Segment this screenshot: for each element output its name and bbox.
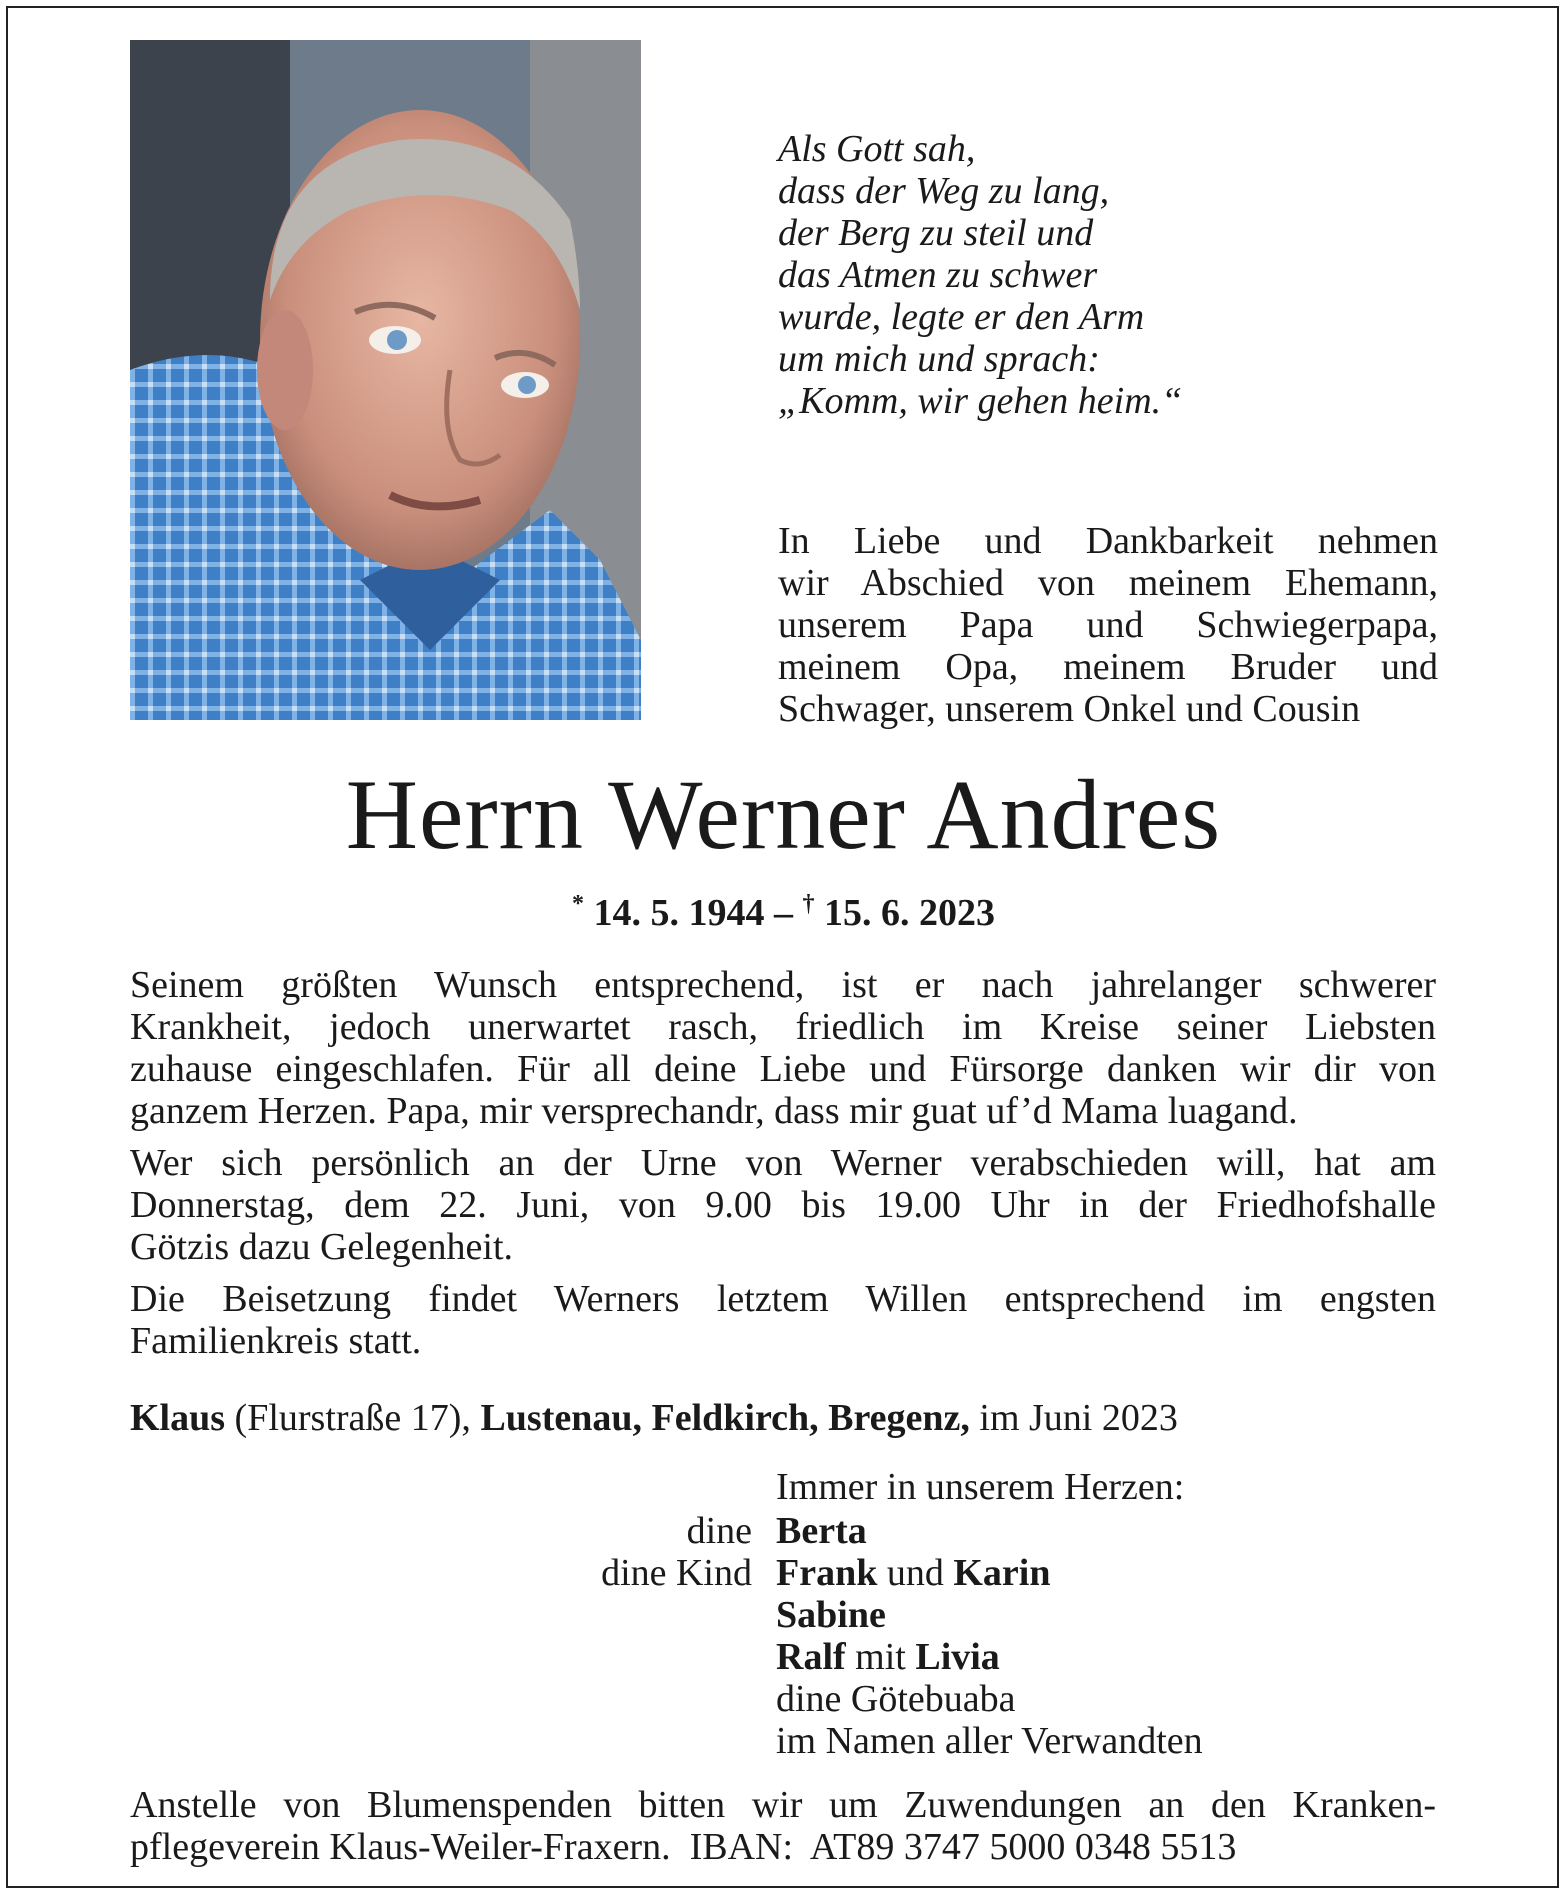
poem-line: das Atmen zu schwer (778, 254, 1098, 296)
paragraph-line: Die Beisetzung findet Werners letztem Willen entsprechend im engsten (130, 1278, 1436, 1320)
paragraph-line: Krankheit, jedoch unerwartet rasch, friedlich im Kreise seiner Liebsten (130, 1006, 1436, 1048)
intro-line: unserem Papa und Schwiegerpapa, (778, 604, 1438, 646)
kid-partner: Karin (953, 1552, 1051, 1594)
poem-line: um mich und sprach: (778, 338, 1100, 380)
paragraph-line: zuhause eingeschlafen. Für all deine Liebe und Fürsorge danken wir dir von (130, 1048, 1436, 1090)
paragraph-burial (130, 1278, 1436, 1362)
signature-grandkids: dine Götebuaba (776, 1678, 1016, 1720)
deceased-name: Herrn Werner Andres (345, 759, 1222, 870)
kid-join: mit (855, 1636, 906, 1678)
paragraph-line: Donnerstag, dem 22. Juni, von 9.00 bis 19.00 Uhr in der Friedhofshalle (130, 1184, 1436, 1226)
poem-line: dass der Weg zu lang, (778, 170, 1110, 212)
birth-symbol: * (572, 891, 584, 917)
place-towns: Lustenau, Feldkirch, Bregenz, (480, 1397, 970, 1439)
signature-relatives: im Namen aller Verwandten (776, 1720, 1203, 1762)
date-separator: – (774, 892, 793, 934)
paragraph-line: Familienkreis statt. (130, 1320, 422, 1362)
poem-line: wurde, legte er den Arm (778, 296, 1145, 338)
footer-line: pflegeverein Klaus-Weiler-Fraxern. IBAN: AT89 3747 5000 0348 5513 (130, 1826, 1237, 1868)
signature-label-kids: dine Kind (601, 1552, 752, 1594)
farewell-intro (778, 520, 1438, 730)
signature-kid-1 (776, 1552, 1050, 1594)
footer-line: Anstelle von Blumenspenden bitten wir um Zuwendungen an den Kranken- (130, 1784, 1436, 1826)
intro-line: In Liebe und Dankbarkeit nehmen (778, 520, 1438, 562)
death-symbol: † (802, 891, 815, 917)
kid-join: und (886, 1552, 944, 1594)
paragraph-urn (130, 1142, 1436, 1268)
signature-label-wife: dine (686, 1510, 752, 1552)
signature-kid-2: Sabine (776, 1594, 886, 1636)
life-dates (0, 882, 1567, 935)
place-address: (Flurstraße 17), (234, 1397, 471, 1439)
paragraph-wish (130, 964, 1436, 1132)
intro-line: meinem Opa, meinem Bruder und (778, 646, 1438, 688)
kid-name: Frank (776, 1552, 878, 1594)
poem (778, 128, 1378, 422)
signature-wife: Berta (776, 1510, 867, 1552)
paragraph-line: Götzis dazu Gelegenheit. (130, 1226, 514, 1268)
intro-line: wir Abschied von meinem Ehemann, (778, 562, 1438, 604)
portrait-photo (130, 40, 641, 720)
birth-date: 14. 5. 1944 (593, 892, 765, 934)
paragraph-line: Seinem größten Wunsch entsprechend, ist er nach jahrelanger schwerer (130, 964, 1436, 1006)
paragraph-line: ganzem Herzen. Papa, mir versprechandr, dass mir guat uf’d Mama luagand. (130, 1090, 1298, 1132)
paragraph-line: Wer sich persönlich an der Urne von Werner verabschieden will, hat am (130, 1142, 1436, 1184)
poem-line: „Komm, wir gehen heim.“ (778, 380, 1183, 422)
place-and-date (130, 1396, 1178, 1440)
signature-kid-3 (776, 1636, 1000, 1678)
intro-line: Schwager, unserem Onkel und Cousin (778, 688, 1361, 730)
place-town: Klaus (130, 1397, 226, 1439)
donation-note (130, 1784, 1436, 1868)
place-date: im Juni 2023 (979, 1397, 1178, 1439)
poem-line: der Berg zu steil und (778, 212, 1094, 254)
poem-line: Als Gott sah, (778, 128, 976, 170)
kid-partner: Livia (915, 1636, 1000, 1678)
death-date: 15. 6. 2023 (824, 892, 995, 934)
signature-heading: Immer in unserem Herzen: (776, 1466, 1185, 1508)
kid-name: Ralf (776, 1636, 846, 1678)
